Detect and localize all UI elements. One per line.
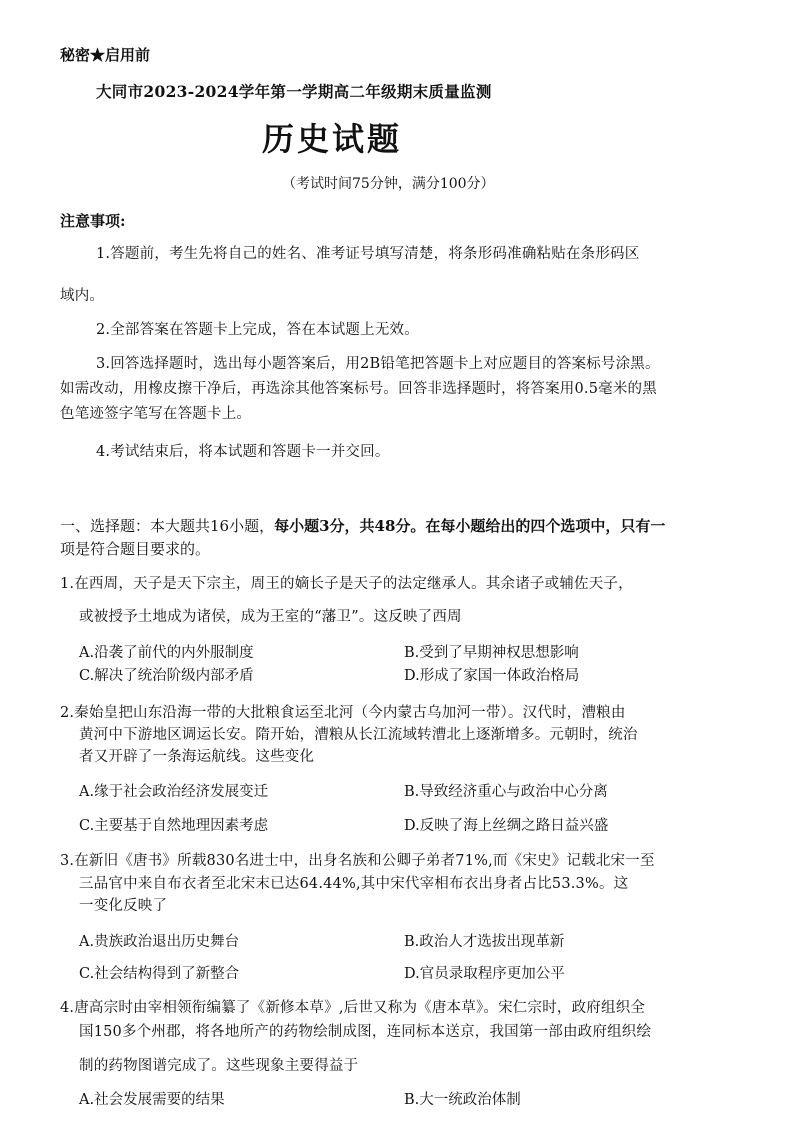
q2-option-a: A.缘于社会政治经济发展变迁 xyxy=(79,784,269,800)
section-title-normal: 一、选择题：本大题共16小题， xyxy=(60,517,275,535)
q2-stem-line-1: 2.秦始皇把山东沿海一带的大批粮食运至北河（今内蒙古乌加河一带）。汉代时，漕粮由 xyxy=(60,705,626,721)
q2-stem-line-3: 者又开辟了一条海运航线。这些变化 xyxy=(79,749,315,765)
exam-header: 大同市2023-2024学年第一学期高二年级期末质量监测 xyxy=(96,82,492,101)
section-title-line-2: 项是符合题目要求的。 xyxy=(60,540,211,558)
q3-option-d: D.官员录取程序更加公平 xyxy=(404,966,565,982)
confidential-label: 秘密★启用前 xyxy=(60,46,151,64)
notice-item-3-line-3: 色笔迹签字笔写在答题卡上。 xyxy=(60,406,252,422)
q3-stem-line-2: 三品官中来自布衣者至北宋末已达64.44%,其中宋代宰相布衣出身者占比53.3%。这 xyxy=(79,876,629,892)
notice-item-1-line-2: 域内。 xyxy=(60,288,105,304)
notice-item-3-line-1: 3.回答选择题时，选出每小题答案后，用2B铅笔把答题卡上对应题目的答案标号涂黑。 xyxy=(96,356,660,372)
q4-option-a: A.社会发展需要的结果 xyxy=(79,1092,225,1108)
q1-option-a: A.沿袭了前代的内外服制度 xyxy=(79,645,254,661)
subject-title: 历史试题 xyxy=(262,120,403,158)
section-title xyxy=(60,515,665,536)
exam-info: （考试时间75分钟，满分100分） xyxy=(282,176,495,192)
q4-stem-line-1: 4.唐高宗时由宰相领衔编纂了《新修本草》,后世又称为《唐本草》。宋仁宗时，政府组织全 xyxy=(60,1000,646,1016)
q3-option-b: B.政治人才选拔出现革新 xyxy=(404,934,565,950)
notice-title: 注意事项: xyxy=(60,212,126,230)
notice-item-4: 4.考试结束后，将本试题和答题卡一并交回。 xyxy=(96,444,390,460)
q4-stem-line-2: 国150多个州郡，将各地所产的药物绘制成图，连同标本送京，我国第一部由政府组织绘 xyxy=(79,1024,652,1040)
q3-stem-line-1: 3.在新旧《唐书》所载830名进士中，出身名族和公卿子弟者71%,而《宋史》记载北宋一至 xyxy=(60,853,655,869)
section-title-bold: 每小题3分，共48分。在每小题给出的四个选项中，只有一 xyxy=(274,517,666,535)
q4-option-b: B.大一统政治体制 xyxy=(404,1092,521,1108)
q1-option-d: D.形成了家国一体政治格局 xyxy=(404,668,580,684)
q2-stem-line-2: 黄河中下游地区调运长安。隋开始，漕粮从长江流域转漕北上逐渐增多。元朝时，统治 xyxy=(79,727,638,743)
q3-option-a: A.贵族政治退出历史舞台 xyxy=(79,934,240,950)
notice-item-3-line-2: 如需改动，用橡皮擦干净后，再选涂其他答案标号。回答非选择题时，将答案用0.5毫米的黑 xyxy=(60,381,657,397)
q2-option-c: C.主要基于自然地理因素考虑 xyxy=(79,818,269,834)
q3-stem-line-3: 一变化反映了 xyxy=(79,898,168,914)
q4-stem-line-3: 制的药物图谱完成了。这些现象主要得益于 xyxy=(79,1058,359,1074)
notice-item-1-line-1: 1.答题前，考生先将自己的姓名、准考证号填写清楚，将条形码准确粘贴在条形码区 xyxy=(96,246,640,262)
q2-option-b: B.导致经济重心与政治中心分离 xyxy=(404,784,608,800)
notice-item-2: 2.全部答案在答题卡上完成，答在本试题上无效。 xyxy=(96,322,419,338)
q1-stem-line-1: 1.在西周，天子是天下宗主，周王的嫡长子是天子的法定继承人。其余诸子或辅佐天子， xyxy=(60,576,633,592)
q1-stem-line-2: 或被授予土地成为诸侯，成为王室的“藩卫”。这反映了西周 xyxy=(79,609,462,625)
q3-option-c: C.社会结构得到了新整合 xyxy=(79,966,240,982)
q1-option-c: C.解决了统治阶级内部矛盾 xyxy=(79,668,254,684)
q2-option-d: D.反映了海上丝绸之路日益兴盛 xyxy=(404,818,609,834)
q1-option-b: B.受到了早期神权思想影响 xyxy=(404,645,579,661)
